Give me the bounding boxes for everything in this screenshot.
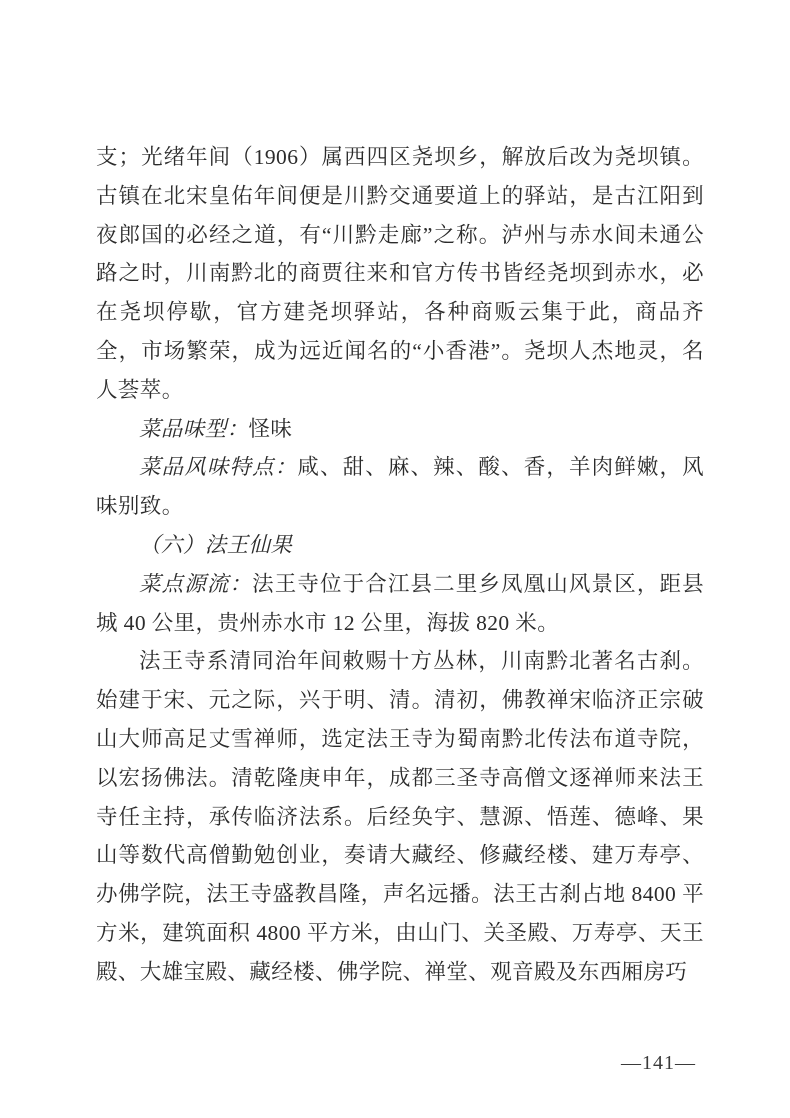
paragraph-temple-history: 法王寺系清同治年间敕赐十方丛林，川南黔北著名古刹。始建于宋、元之际，兴于明、清。清初，佛教禅宋临济正宗破山大师高足丈雪禅师，选定法王寺为蜀南黔北传法布道寺院，以宏扬佛法。清乾隆庚申年，成都三圣寺高僧文逐禅师来法王寺任主持，承传临济法系。后经奂宇、慧源、悟莲、德峰、果山等数代高僧勤勉创业，奏请大藏经、修藏经楼、建万寿亭、办佛学院，法王寺盛教昌隆，声名远播。法王古刹占地 8400 平方米，建筑面积 4800 平方米，由山门、关圣殿、万寿亭、天王殿、大雄宝殿、藏经楼、佛学院、禅堂、观音殿及东西厢房巧 <box>96 649 704 984</box>
value-flavor-features: 咸、甜、麻、辣、酸、香，羊肉鲜嫩，风味别致。 <box>96 455 704 519</box>
page-number: —141— <box>621 1052 696 1074</box>
label-flavor-type: 菜品味型： <box>139 416 249 441</box>
label-dish-origin: 菜点源流： <box>139 571 253 596</box>
value-dish-origin: 法王寺位于合江县二里乡凤凰山风景区，距县城 40 公里，贵州赤水市 12 公里，海拔 820 米。 <box>96 571 704 635</box>
section-heading: （六）法王仙果 <box>139 532 293 557</box>
paragraph-continuation: 支；光绪年间（1906）属西四区尧坝乡，解放后改为尧坝镇。古镇在北宋皇佑年间便是川黔交通要道上的驿站，是古江阳到夜郎国的必经之道，有“川黔走廊”之称。泸州与赤水间未通公路之时，川南黔北的商贾往来和官方传书皆经尧坝到赤水，必在尧坝停歇，官方建尧坝驿站，各种商贩云集于此，商品齐全，市场繁荣，成为远近闻名的“小香港”。尧坝人杰地灵，名人荟萃。 <box>96 145 704 402</box>
page-body-text <box>96 138 704 992</box>
paragraph-flavor-type <box>96 410 704 449</box>
paragraph-flavor-features <box>96 448 704 526</box>
value-flavor-type: 怪味 <box>248 416 293 441</box>
paragraph-dish-origin <box>96 565 704 643</box>
label-flavor-features: 菜品风味特点： <box>139 455 298 480</box>
